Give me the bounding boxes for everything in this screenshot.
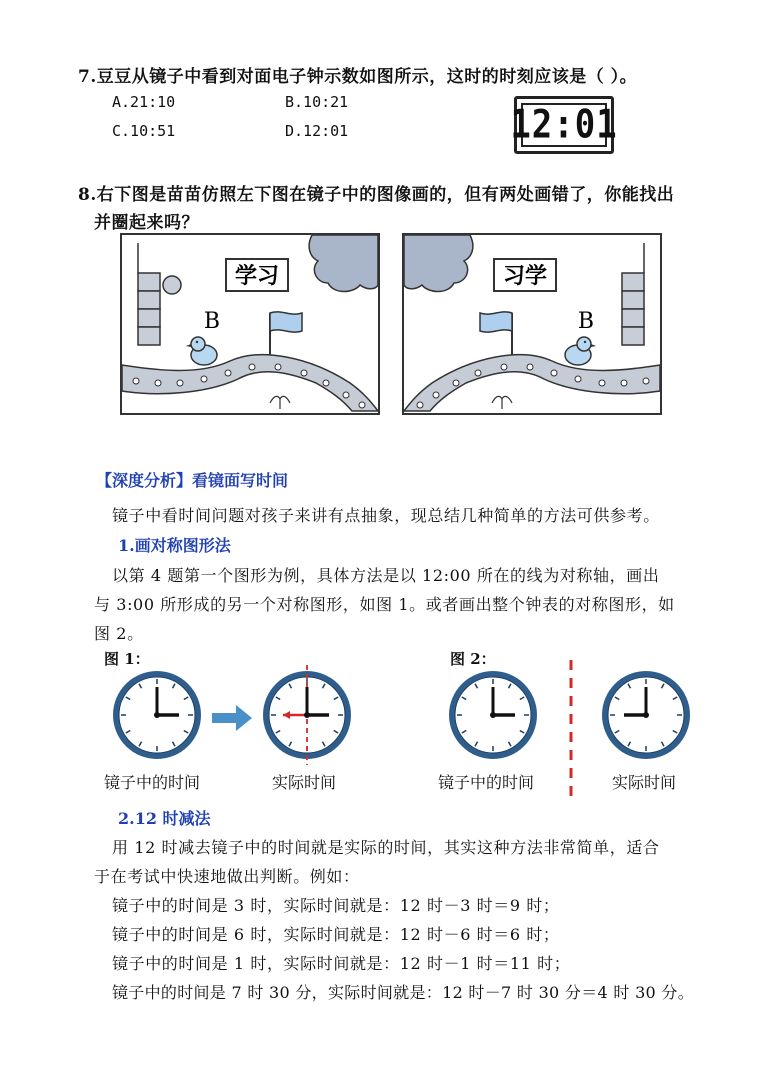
option-a: A.21:10 (112, 93, 176, 111)
method2-title: 2.12 时减法 (118, 809, 211, 828)
method1-title: 1.画对称图形法 (118, 536, 231, 555)
caption-mirror-time-1: 镜子中的时间 (104, 773, 201, 792)
mirrored-picture (402, 233, 662, 415)
digital-clock (510, 96, 618, 154)
option-c: C.10:51 (112, 122, 176, 140)
mirrored-sign-text: 习学 (502, 264, 548, 289)
option-b: B.10:21 (285, 93, 349, 111)
clock-mirror-fig1 (113, 671, 201, 759)
clock-actual-fig1 (263, 665, 351, 765)
option-d: D.12:01 (285, 122, 349, 140)
digital-clock-display: 12:01 (510, 102, 618, 148)
arrow-icon (212, 705, 252, 731)
figure2-label: 图 2： (450, 650, 496, 668)
method2-line2: 于在考试中快速地做出判断。例如： (94, 867, 360, 886)
clock-actual-fig2 (602, 671, 690, 759)
caption-actual-time-1: 实际时间 (272, 773, 337, 792)
original-picture (120, 233, 380, 415)
question-8-line1: 8.右下图是苗苗仿照左下图在镜子中的图像画的，但有两处画错了，你能找出 (78, 185, 675, 205)
flag-shape (270, 312, 302, 332)
question-8-line2: 并圈起来吗？ (94, 213, 199, 233)
figure1-label: 图 1： (104, 650, 150, 668)
example-2: 镜子中的时间是 6 时，实际时间就是：12 时－6 时＝6 时； (112, 925, 560, 944)
analysis-heading: 【深度分析】看镜面写时间 (96, 471, 289, 490)
example-1: 镜子中的时间是 3 时，实际时间就是：12 时－3 时＝9 时； (112, 896, 560, 915)
clock-mirror-fig2 (449, 671, 537, 759)
ball-shape (163, 276, 181, 294)
question-7-text: 7.豆豆从镜子中看到对面电子钟示数如图所示，这时的时刻应该是（ ）。 (78, 67, 638, 87)
caption-mirror-time-2: 镜子中的时间 (438, 773, 535, 792)
sign-text: 学习 (234, 264, 280, 289)
method1-line2: 与 3:00 所形成的另一个对称图形，如图 1。或者画出整个钟表的对称图形，如 (94, 595, 675, 614)
caption-actual-time-2: 实际时间 (612, 773, 677, 792)
method1-line3: 图 2。 (94, 624, 144, 643)
analysis-intro: 镜子中看时间问题对孩子来讲有点抽象，现总结几种简单的方法可供参考。 (112, 506, 660, 525)
mirrored-letter-b: B (577, 309, 595, 334)
method1-line1: 以第 4 题第一个图形为例，具体方法是以 12:00 所在的线为对称轴，画出 (112, 566, 660, 585)
method2-line1: 用 12 时减去镜子中的时间就是实际的时间，其实这种方法非常简单，适合 (112, 838, 660, 857)
example-4: 镜子中的时间是 7 时 30 分，实际时间就是：12 时－7 时 30 分＝4 时 30 分。 (112, 983, 695, 1002)
letter-b: B (203, 309, 221, 334)
example-3: 镜子中的时间是 1 时，实际时间就是：12 时－1 时＝11 时； (112, 954, 571, 973)
